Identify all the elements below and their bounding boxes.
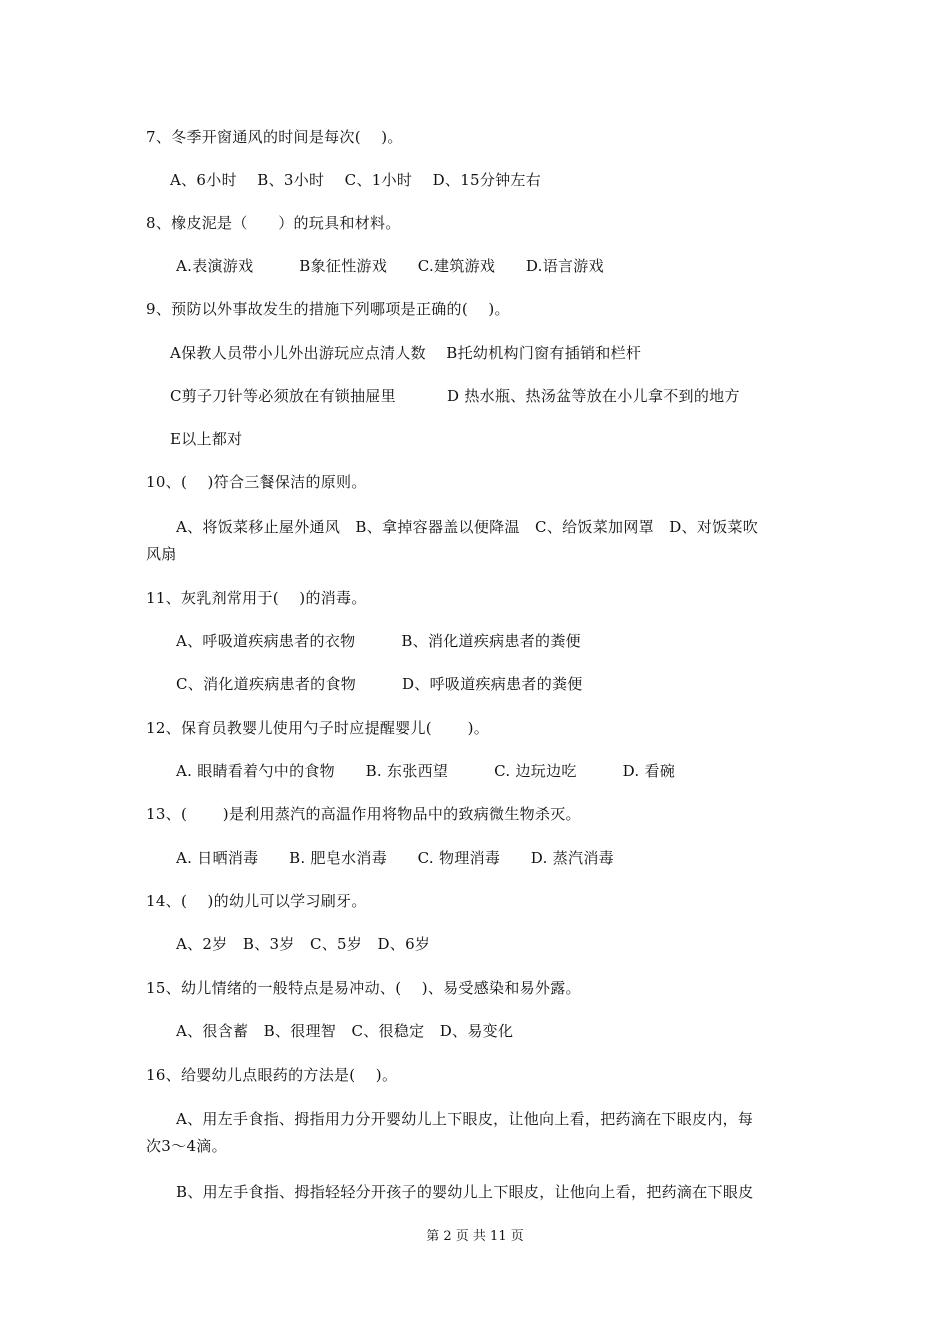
question-10-stem: 10、( )符合三餐保洁的原则。 (146, 473, 367, 491)
question-15-options: A、很含蓄 B、很理智 C、很稳定 D、易变化 (176, 1022, 514, 1040)
question-11-option-cd: C、消化道疾病患者的食物 D、呼吸道疾病患者的粪便 (176, 675, 583, 693)
question-13-options: A. 日晒消毒 B. 肥皂水消毒 C. 物理消毒 D. 蒸汽消毒 (176, 849, 614, 867)
question-8-options: A.表演游戏 B象征性游戏 C.建筑游戏 D.语言游戏 (176, 257, 604, 275)
question-13-stem: 13、( )是利用蒸汽的高温作用将物品中的致病微生物杀灭。 (146, 805, 581, 823)
question-9-option-e: E以上都对 (170, 430, 243, 448)
question-12-stem: 12、保育员教婴儿使用勺子时应提醒婴儿( )。 (146, 719, 490, 737)
question-7-options: A、6小时 B、3小时 C、1小时 D、15分钟左右 (170, 171, 542, 189)
question-16-option-a-continuation: 次3～4滴。 (146, 1137, 227, 1155)
question-9-option-cd: C剪子刀针等必须放在有锁抽屉里 D 热水瓶、热汤盆等放在小儿拿不到的地方 (170, 387, 740, 405)
question-9-option-ab: A保教人员带小儿外出游玩应点清人数 B托幼机构门窗有插销和栏杆 (170, 344, 642, 362)
question-8-stem: 8、橡皮泥是（ ）的玩具和材料。 (146, 214, 401, 232)
question-10-options-continuation: 风扇 (146, 545, 177, 563)
question-10-options: A、将饭菜移止屋外通风 B、拿掉容器盖以便降温 C、给饭菜加网罩 D、对饭菜吹 (176, 518, 759, 536)
page-footer: 第 2 页 共 11 页 (426, 1229, 524, 1244)
question-11-option-ab: A、呼吸道疾病患者的衣物 B、消化道疾病患者的粪便 (176, 632, 581, 650)
question-12-options: A. 眼睛看着勺中的食物 B. 东张西望 C. 边玩边吃 D. 看碗 (176, 762, 676, 780)
question-16-option-a: A、用左手食指、拇指用力分开婴幼儿上下眼皮，让他向上看，把药滴在下眼皮内，每 (176, 1110, 754, 1128)
question-11-stem: 11、灰乳剂常用于( )的消毒。 (146, 589, 367, 607)
question-14-options: A、2岁 B、3岁 C、5岁 D、6岁 (176, 935, 431, 953)
question-15-stem: 15、幼儿情绪的一般特点是易冲动、( )、易受感染和易外露。 (146, 979, 581, 997)
question-16-option-b: B、用左手食指、拇指轻轻分开孩子的婴幼儿上下眼皮，让他向上看，把药滴在下眼皮 (176, 1183, 754, 1201)
question-16-stem: 16、给婴幼儿点眼药的方法是( )。 (146, 1066, 398, 1084)
question-9-stem: 9、预防以外事故发生的措施下列哪项是正确的( )。 (146, 300, 510, 318)
question-7-stem: 7、冬季开窗通风的时间是每次( )。 (146, 128, 403, 146)
question-14-stem: 14、( )的幼儿可以学习刷牙。 (146, 892, 367, 910)
